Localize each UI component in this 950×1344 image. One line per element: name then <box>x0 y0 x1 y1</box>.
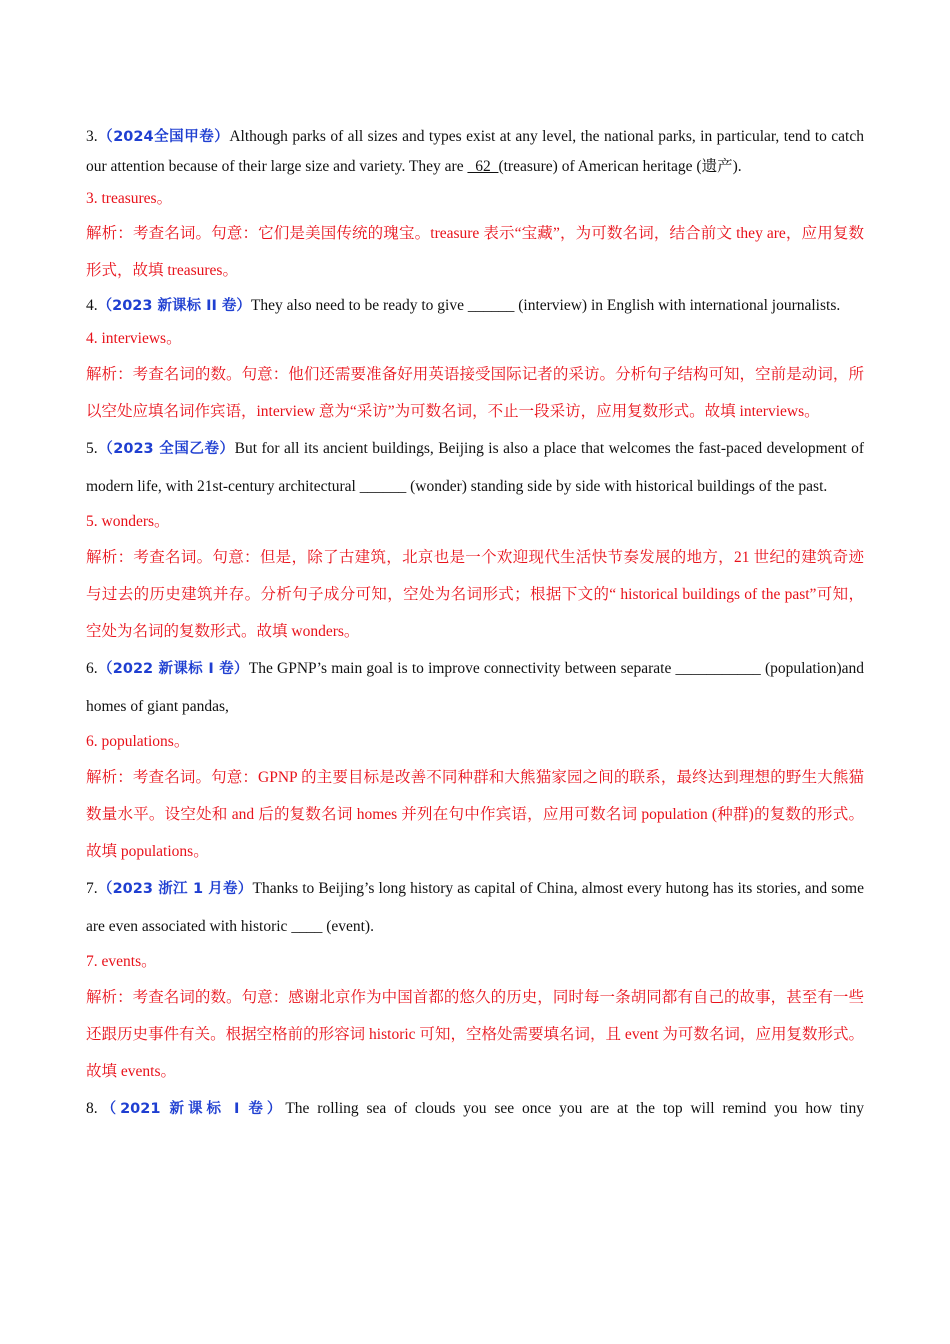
explanation-5: 解析：考查名词。句意：但是，除了古建筑，北京也是一个欢迎现代生活快节奏发展的地方，21 世纪的建筑奇迹与过去的历史建筑并存。分析句子成分可知，空处为名词形式；根据下文的“ historical buildings of the past”可知，空处为名词的复数形式。故填 wonders。 <box>86 549 864 640</box>
question-text: They also need to be ready to give <box>250 297 468 314</box>
question-text: Thanks to Beijing’s long history as capital of China, almost every hutong has its stories, and some are even associated with historic <box>86 880 864 935</box>
question-text-after: (interview) in English with international journalists. <box>514 297 841 314</box>
question-source: （2022 新课标 I 卷） <box>97 661 249 677</box>
question-blank: ____ <box>291 918 323 935</box>
question-source: （2021 新课标 I 卷） <box>97 1101 286 1117</box>
question-number: 7. <box>86 880 98 897</box>
explanation-6: 解析：考查名词。句意：GPNP 的主要目标是改善不同种群和大熊猫家园之间的联系，最终达到理想的野生大熊猫数量水平。设空处和 and 后的复数名词 homes 并列在句中作宾语，应用可数名词 population (种群)的复数的形式。故填 populations。 <box>86 769 864 860</box>
question-8 <box>86 1090 864 1128</box>
answer-5: 5. wonders。 <box>86 513 170 530</box>
question-text-after: (event). <box>322 918 374 935</box>
question-source: （2024全国甲卷） <box>97 129 230 145</box>
question-source: （2023 全国乙卷） <box>97 441 235 457</box>
explanation-3: 解析：考查名词。句意：它们是美国传统的瑰宝。treasure 表示“宝藏”，为可数名词，结合前文 they are，应用复数形式，故填 treasures。 <box>86 225 864 279</box>
answer-7: 7. events。 <box>86 953 157 970</box>
question-number: 8. <box>86 1100 98 1117</box>
explanation-7: 解析：考查名词的数。句意：感谢北京作为中国首都的悠久的历史，同时每一条胡同都有自己的故事，甚至有一些还跟历史事件有关。根据空格前的形容词 historic 可知，空格处需要填名词，且 event 为可数名词，应用复数形式。故填 events。 <box>86 989 864 1080</box>
answer-4: 4. interviews。 <box>86 330 182 347</box>
question-5 <box>86 430 864 505</box>
question-text-after: (wonder) standing side by side with historical buildings of the past. <box>406 478 828 495</box>
question-number: 5. <box>86 440 98 457</box>
question-number: 3. <box>86 128 98 145</box>
question-text: The GPNP’s main goal is to improve connectivity between separate <box>248 660 676 677</box>
question-3 <box>86 122 864 182</box>
question-blank: ___________ <box>675 660 761 677</box>
answer-6: 6. populations。 <box>86 733 190 750</box>
question-blank: 62 <box>467 158 499 175</box>
question-7 <box>86 870 864 945</box>
question-text: The rolling sea of clouds you see once you are at the top will remind you how tiny <box>285 1100 864 1117</box>
question-blank: ______ <box>359 478 407 495</box>
explanation-4: 解析：考查名词的数。句意：他们还需要准备好用英语接受国际记者的采访。分析句子结构可知，空前是动词，所以空处应填名词作宾语，interview 意为“采访”为可数名词，不止一段采访，应用复数形式。故填 interviews。 <box>86 366 864 420</box>
question-number: 4. <box>86 297 98 314</box>
question-4 <box>86 291 864 321</box>
document-page <box>86 122 864 1128</box>
question-blank: ______ <box>467 297 515 314</box>
question-source: （2023 新课标 II 卷） <box>97 298 251 314</box>
question-text-after: (population)and homes of giant pandas, <box>86 660 864 715</box>
question-text-after: (treasure) of American heritage (遗产). <box>498 158 742 175</box>
question-text: But for all its ancient buildings, Beijing is also a place that welcomes the fast-paced development of modern life, with 21st-century architectural <box>86 440 865 495</box>
question-source: （2023 浙江 1 月卷） <box>97 881 253 897</box>
question-6 <box>86 650 864 725</box>
question-number: 6. <box>86 660 98 677</box>
answer-3: 3. treasures。 <box>86 190 173 207</box>
question-text: Although parks of all sizes and types exist at any level, the national parks, in particular, tend to catch our attention because of their large size and variety. They are <box>86 128 864 175</box>
